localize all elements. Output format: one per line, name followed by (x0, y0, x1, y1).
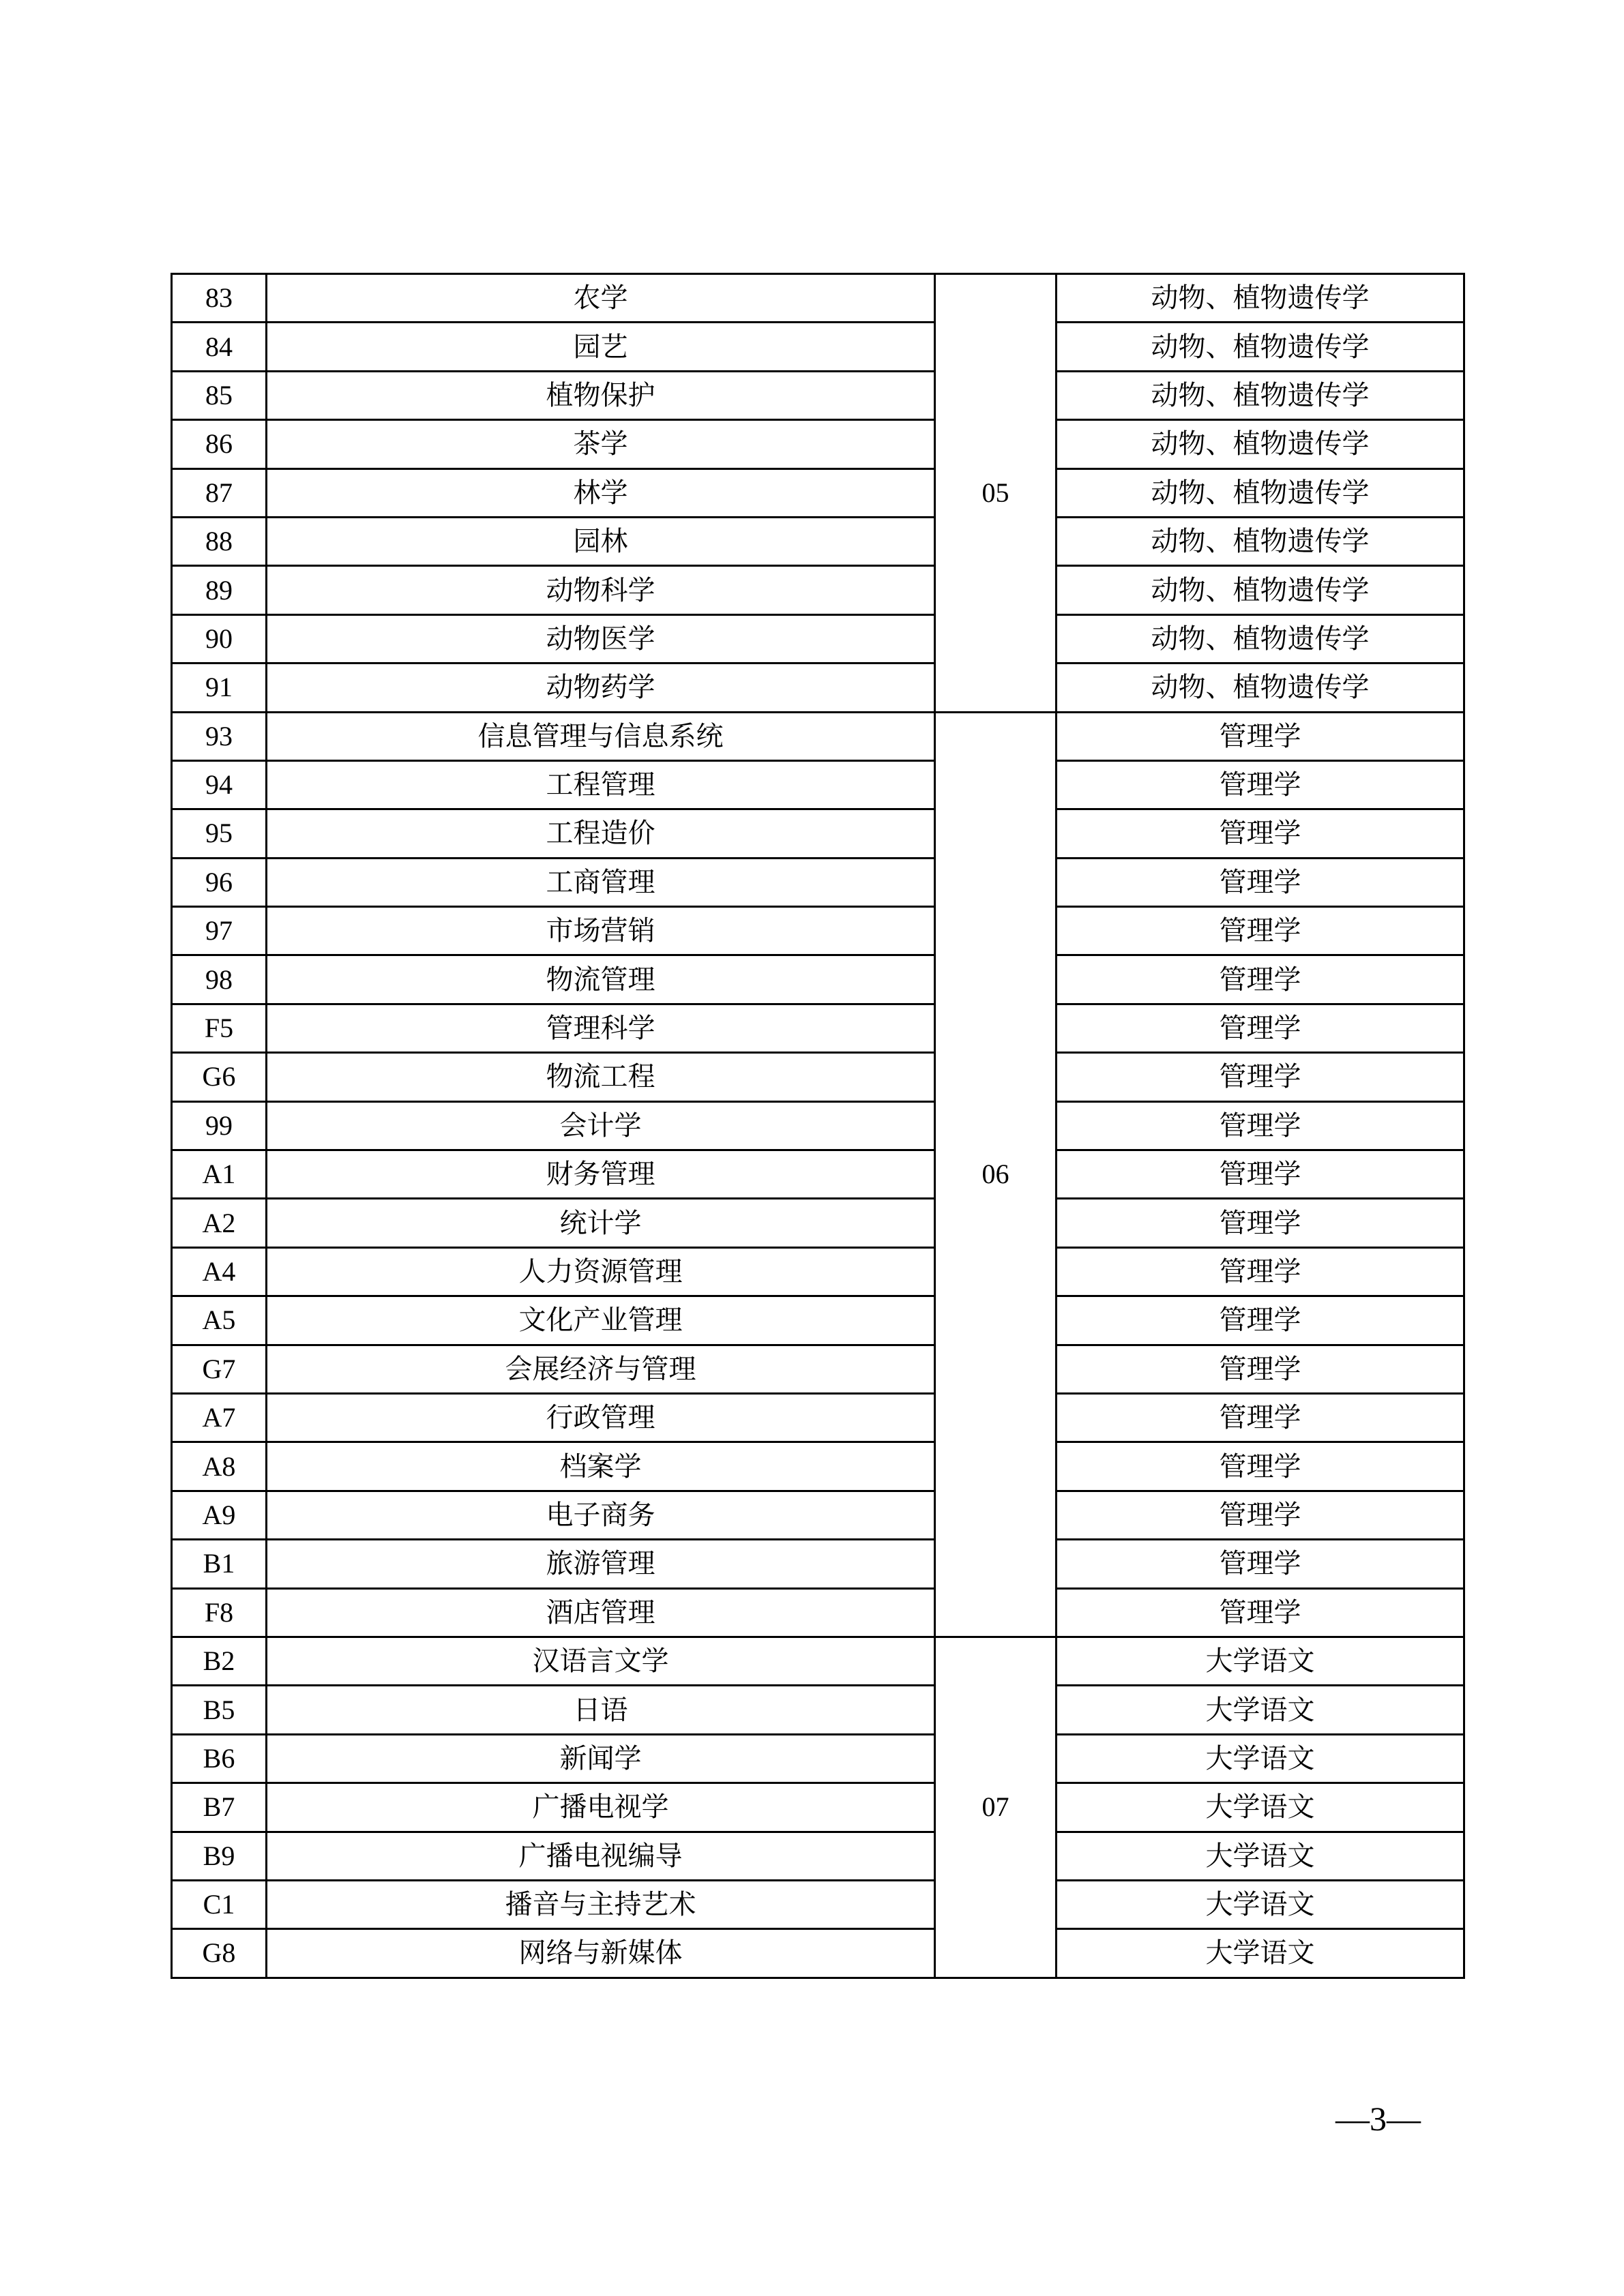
exam-subject-cell: 大学语文 (1057, 1929, 1464, 1978)
table-row (172, 1491, 1464, 1539)
table-row (172, 809, 1464, 858)
major-table-body (172, 274, 1464, 1978)
major-name-cell: 物流管理 (267, 955, 935, 1004)
exam-subject-cell: 管理学 (1057, 1491, 1464, 1539)
major-code-cell: C1 (172, 1880, 267, 1928)
table-row (172, 420, 1464, 468)
table-row (172, 1734, 1464, 1783)
major-code-cell: B6 (172, 1734, 267, 1783)
major-code-cell: B1 (172, 1540, 267, 1588)
major-code-cell: 99 (172, 1101, 267, 1150)
major-name-cell: 会计学 (267, 1101, 935, 1150)
exam-subject-cell: 管理学 (1057, 1540, 1464, 1588)
major-name-cell: 财务管理 (267, 1150, 935, 1199)
exam-subject-cell: 动物、植物遗传学 (1057, 323, 1464, 371)
major-name-cell: 动物医学 (267, 614, 935, 663)
group-code-cell: 06 (935, 712, 1057, 1637)
table-row (172, 1345, 1464, 1393)
exam-subject-cell: 动物、植物遗传学 (1057, 420, 1464, 468)
major-name-cell: 酒店管理 (267, 1588, 935, 1637)
exam-subject-cell: 管理学 (1057, 1442, 1464, 1491)
table-row (172, 858, 1464, 906)
major-name-cell: 网络与新媒体 (267, 1929, 935, 1978)
exam-subject-cell: 大学语文 (1057, 1880, 1464, 1928)
major-name-cell: 动物科学 (267, 566, 935, 614)
major-code-cell: A8 (172, 1442, 267, 1491)
major-name-cell: 新闻学 (267, 1734, 935, 1783)
major-code-cell: 97 (172, 907, 267, 955)
table-row (172, 760, 1464, 809)
exam-subject-cell: 管理学 (1057, 1247, 1464, 1296)
exam-subject-cell: 管理学 (1057, 1199, 1464, 1247)
exam-subject-cell: 大学语文 (1057, 1686, 1464, 1734)
table-row (172, 907, 1464, 955)
exam-subject-cell: 管理学 (1057, 858, 1464, 906)
exam-subject-cell: 管理学 (1057, 1588, 1464, 1637)
major-code-cell: 83 (172, 274, 267, 323)
exam-subject-cell: 管理学 (1057, 907, 1464, 955)
table-row (172, 1588, 1464, 1637)
major-name-cell: 行政管理 (267, 1393, 935, 1442)
table-row (172, 614, 1464, 663)
group-code-cell: 05 (935, 274, 1057, 713)
major-code-cell: G8 (172, 1929, 267, 1978)
major-code-cell: B7 (172, 1783, 267, 1832)
major-code-cell: 91 (172, 664, 267, 712)
exam-subject-cell: 管理学 (1057, 1345, 1464, 1393)
table-row (172, 1929, 1464, 1978)
major-code-cell: F8 (172, 1588, 267, 1637)
major-name-cell: 电子商务 (267, 1491, 935, 1539)
major-name-cell: 园林 (267, 517, 935, 565)
major-code-cell: A1 (172, 1150, 267, 1199)
major-name-cell: 统计学 (267, 1199, 935, 1247)
major-code-cell: B9 (172, 1832, 267, 1880)
table-row (172, 1004, 1464, 1052)
table-row (172, 1150, 1464, 1199)
major-name-cell: 会展经济与管理 (267, 1345, 935, 1393)
table-row (172, 1247, 1464, 1296)
major-name-cell: 文化产业管理 (267, 1296, 935, 1345)
major-code-cell: G7 (172, 1345, 267, 1393)
exam-subject-cell: 动物、植物遗传学 (1057, 468, 1464, 517)
major-code-cell: A2 (172, 1199, 267, 1247)
major-code-cell: 90 (172, 614, 267, 663)
exam-subject-cell: 动物、植物遗传学 (1057, 517, 1464, 565)
major-code-cell: B5 (172, 1686, 267, 1734)
major-name-cell: 管理科学 (267, 1004, 935, 1052)
major-code-cell: 85 (172, 371, 267, 419)
major-code-cell: G6 (172, 1053, 267, 1101)
table-row (172, 274, 1464, 323)
major-code-cell: 88 (172, 517, 267, 565)
table-row (172, 1199, 1464, 1247)
major-name-cell: 林学 (267, 468, 935, 517)
table-row (172, 1880, 1464, 1928)
table-row (172, 1101, 1464, 1150)
exam-subject-cell: 管理学 (1057, 712, 1464, 760)
major-code-cell: A9 (172, 1491, 267, 1539)
major-code-cell: 94 (172, 760, 267, 809)
major-table (171, 273, 1465, 1979)
table-row (172, 1540, 1464, 1588)
major-name-cell: 工商管理 (267, 858, 935, 906)
exam-subject-cell: 大学语文 (1057, 1637, 1464, 1685)
major-name-cell: 农学 (267, 274, 935, 323)
table-row (172, 664, 1464, 712)
exam-subject-cell: 管理学 (1057, 1393, 1464, 1442)
exam-subject-cell: 动物、植物遗传学 (1057, 614, 1464, 663)
major-code-cell: F5 (172, 1004, 267, 1052)
major-name-cell: 档案学 (267, 1442, 935, 1491)
major-name-cell: 日语 (267, 1686, 935, 1734)
major-name-cell: 工程造价 (267, 809, 935, 858)
table-row (172, 955, 1464, 1004)
table-row (172, 371, 1464, 419)
exam-subject-cell: 大学语文 (1057, 1783, 1464, 1832)
major-code-cell: 96 (172, 858, 267, 906)
major-name-cell: 播音与主持艺术 (267, 1880, 935, 1928)
exam-subject-cell: 大学语文 (1057, 1832, 1464, 1880)
table-row (172, 1686, 1464, 1734)
table-row (172, 712, 1464, 760)
major-code-cell: 95 (172, 809, 267, 858)
exam-subject-cell: 动物、植物遗传学 (1057, 371, 1464, 419)
table-row (172, 1637, 1464, 1685)
major-name-cell: 旅游管理 (267, 1540, 935, 1588)
major-code-cell: 93 (172, 712, 267, 760)
major-code-cell: 89 (172, 566, 267, 614)
major-code-cell: 87 (172, 468, 267, 517)
table-row (172, 468, 1464, 517)
major-name-cell: 人力资源管理 (267, 1247, 935, 1296)
exam-subject-cell: 动物、植物遗传学 (1057, 274, 1464, 323)
table-row (172, 1053, 1464, 1101)
table-row (172, 1832, 1464, 1880)
exam-subject-cell: 管理学 (1057, 1101, 1464, 1150)
major-name-cell: 动物药学 (267, 664, 935, 712)
major-name-cell: 植物保护 (267, 371, 935, 419)
exam-subject-cell: 动物、植物遗传学 (1057, 664, 1464, 712)
exam-subject-cell: 管理学 (1057, 1296, 1464, 1345)
major-name-cell: 汉语言文学 (267, 1637, 935, 1685)
exam-subject-cell: 管理学 (1057, 809, 1464, 858)
major-name-cell: 市场营销 (267, 907, 935, 955)
table-row (172, 566, 1464, 614)
major-code-cell: A5 (172, 1296, 267, 1345)
group-code-cell: 07 (935, 1637, 1057, 1978)
exam-subject-cell: 大学语文 (1057, 1734, 1464, 1783)
table-row (172, 517, 1464, 565)
table-row (172, 1783, 1464, 1832)
major-name-cell: 工程管理 (267, 760, 935, 809)
major-name-cell: 茶学 (267, 420, 935, 468)
table-row (172, 323, 1464, 371)
exam-subject-cell: 动物、植物遗传学 (1057, 566, 1464, 614)
table-row (172, 1296, 1464, 1345)
major-code-cell: 98 (172, 955, 267, 1004)
major-code-cell: 86 (172, 420, 267, 468)
major-code-cell: B2 (172, 1637, 267, 1685)
major-code-cell: A7 (172, 1393, 267, 1442)
major-code-cell: 84 (172, 323, 267, 371)
exam-subject-cell: 管理学 (1057, 955, 1464, 1004)
major-name-cell: 广播电视学 (267, 1783, 935, 1832)
exam-subject-cell: 管理学 (1057, 1004, 1464, 1052)
major-name-cell: 物流工程 (267, 1053, 935, 1101)
exam-subject-cell: 管理学 (1057, 760, 1464, 809)
exam-subject-cell: 管理学 (1057, 1053, 1464, 1101)
major-name-cell: 园艺 (267, 323, 935, 371)
major-code-cell: A4 (172, 1247, 267, 1296)
table-row (172, 1442, 1464, 1491)
page-number: —3— (1335, 2100, 1421, 2138)
table-row (172, 1393, 1464, 1442)
major-name-cell: 广播电视编导 (267, 1832, 935, 1880)
exam-subject-cell: 管理学 (1057, 1150, 1464, 1199)
major-name-cell: 信息管理与信息系统 (267, 712, 935, 760)
